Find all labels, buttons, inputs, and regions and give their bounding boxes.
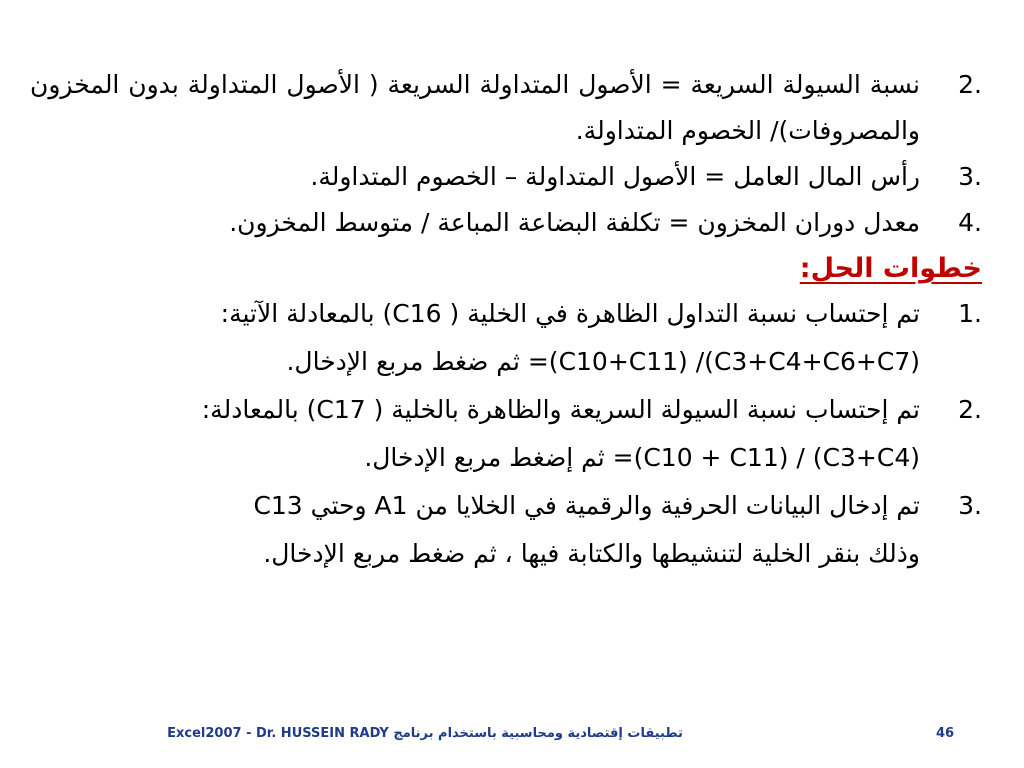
step-text xyxy=(30,482,920,578)
step-number-text: 2. xyxy=(958,395,982,424)
definition-number-text: 3. xyxy=(958,162,982,191)
definition-number-text: 2. xyxy=(958,70,982,99)
step-item xyxy=(30,386,982,482)
step-text xyxy=(30,290,920,386)
step-number xyxy=(920,290,982,338)
step-item xyxy=(30,482,982,578)
solution-heading: خطوات الحل: xyxy=(799,253,982,284)
step-item xyxy=(30,290,982,386)
definition-text: رأس المال العامل = الأصول المتداولة – الخصوم المتداولة. xyxy=(310,162,920,191)
steps-list xyxy=(30,290,982,578)
definition-number xyxy=(920,62,982,108)
definition-item xyxy=(30,154,982,200)
step-line: وذلك بنقر الخلية لتنشيطها والكتابة فيها ، ثم ضغط مربع الإدخال. xyxy=(263,539,920,568)
definition-number xyxy=(920,154,982,200)
page-number: 46 xyxy=(936,726,955,741)
step-line: تم إحتساب نسبة السيولة السريعة والظاهرة بالخلية ( C17) بالمعادلة: xyxy=(201,395,920,424)
slide-content xyxy=(30,62,982,578)
definition-text: معدل دوران المخزون = تكلفة البضاعة المباعة / متوسط المخزون. xyxy=(229,208,920,237)
definition-number-text: 4. xyxy=(958,208,982,237)
step-formula-line: (C3+C4+C6+C7)/ (C10+C11)= ثم ضغط مربع الإدخال. xyxy=(286,347,920,376)
step-line: تم إدخال البيانات الحرفية والرقمية في الخلايا من A1 وحتي C13 xyxy=(253,491,920,520)
step-number xyxy=(920,386,982,434)
step-number xyxy=(920,482,982,530)
slide-footer xyxy=(0,722,1024,746)
footer-title: تطبيقات إقتصادية ومحاسبية باستخدام برنامج Excel2007 - Dr. HUSSEIN RADY xyxy=(167,726,683,741)
definition-item xyxy=(30,200,982,246)
definitions-list xyxy=(30,62,982,246)
step-text xyxy=(30,386,920,482)
definition-text: نسبة السيولة السريعة = الأصول المتداولة السريعة ( الأصول المتداولة بدون المخزون والمصروفات)/ الخصوم المتداولة. xyxy=(30,70,920,145)
step-number-text: 3. xyxy=(958,491,982,520)
step-line: تم إحتساب نسبة التداول الظاهرة في الخلية ( C16) بالمعادلة الآتية: xyxy=(220,299,920,328)
step-formula-line: (C3+C4) / (C10 + C11)= ثم إضغط مربع الإدخال. xyxy=(364,443,920,472)
definition-number xyxy=(920,200,982,246)
step-number-text: 1. xyxy=(958,299,982,328)
definition-item xyxy=(30,62,982,154)
